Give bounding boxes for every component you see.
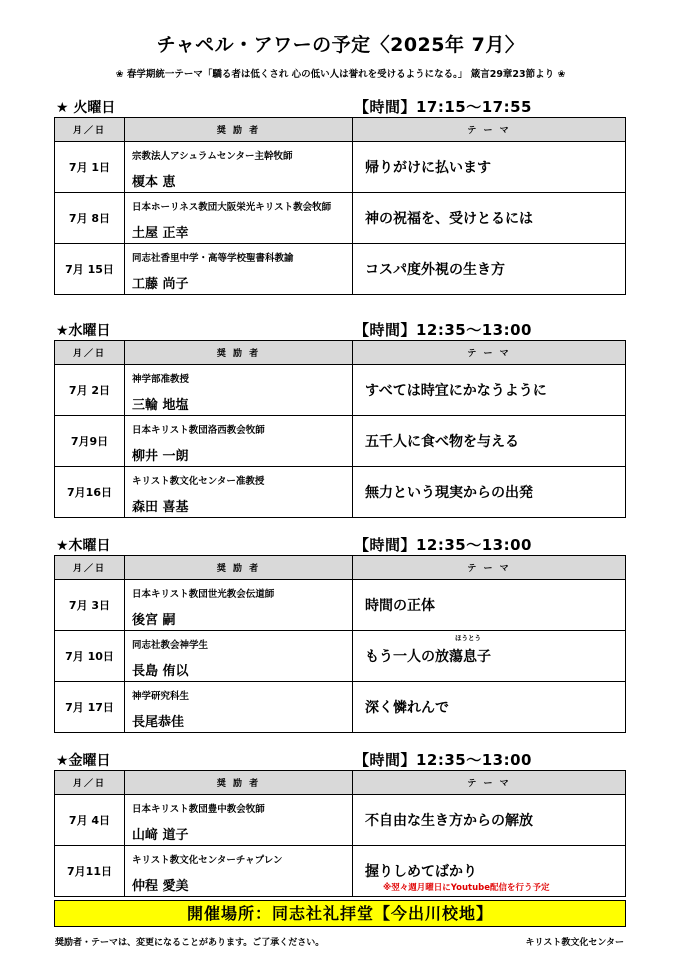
day-section: [54, 318, 626, 518]
speaker-role: 日本キリスト教団豊中教会牧師: [132, 804, 265, 815]
theme-cell: [353, 142, 626, 193]
speaker-cell: [125, 631, 353, 682]
speaker-cell: [125, 365, 353, 416]
speaker-name: 工藤 尚子: [132, 277, 189, 292]
date-cell: 7月 8日: [55, 193, 125, 244]
header-date: 月／日: [55, 118, 125, 142]
table-header: [55, 556, 626, 580]
speaker-role: 神学研究科生: [132, 691, 190, 702]
table-row: [55, 682, 626, 733]
header-speaker: 奨 励 者: [125, 771, 353, 795]
header-date: 月／日: [55, 341, 125, 365]
table-row: [55, 416, 626, 467]
speaker-name: 榎本 恵: [132, 175, 176, 190]
day-section: [54, 95, 626, 295]
venue-banner: 開催場所：同志社礼拝堂【今出川校地】: [54, 900, 626, 927]
section-header: [54, 533, 626, 555]
table-row: [55, 467, 626, 518]
speaker-name: 三輪 地塩: [132, 398, 189, 413]
theme-cell: [353, 682, 626, 733]
section-header: [54, 318, 626, 340]
header-theme: テ ー マ: [353, 341, 626, 365]
speaker-cell: [125, 142, 353, 193]
stream-note: ※翌々週月曜日にYoutube配信を行う予定: [383, 883, 550, 893]
speaker-cell: [125, 846, 353, 897]
header-date: 月／日: [55, 556, 125, 580]
table-header: [55, 341, 626, 365]
speaker-name: 長尾恭佳: [132, 715, 185, 730]
theme-text: 握りしめてばかり: [365, 864, 477, 880]
speaker-role: 宗教法人アシュラムセンター主幹牧師: [132, 151, 293, 162]
table-row: [55, 631, 626, 682]
schedule-table: [54, 555, 626, 733]
time-label: 【時間】12:35～13:00: [354, 536, 532, 554]
theme-cell: [353, 846, 626, 897]
theme-cell: [353, 467, 626, 518]
footer-note: 奨励者・テーマは、変更になることがあります。ご了承ください。: [55, 938, 325, 948]
date-cell: 7月 3日: [55, 580, 125, 631]
theme-text: もう一人の放蕩息子: [365, 649, 491, 665]
speaker-name: 後宮 嗣: [132, 613, 176, 628]
theme-text: 神の祝福を、受けとるには: [365, 211, 533, 227]
speaker-cell: [125, 795, 353, 846]
time-label: 【時間】17:15～17:55: [354, 98, 532, 116]
header-speaker: 奨 励 者: [125, 118, 353, 142]
theme-cell: [353, 631, 626, 682]
header-speaker: 奨 励 者: [125, 341, 353, 365]
speaker-role: 日本キリスト教団洛西教会牧師: [132, 425, 265, 436]
time-label: 【時間】12:35～13:00: [354, 751, 532, 769]
section-header: [54, 748, 626, 770]
table-row: [55, 580, 626, 631]
speaker-role: 日本ホーリネス教団大阪栄光キリスト教会牧師: [132, 202, 332, 213]
speaker-cell: [125, 467, 353, 518]
day-label: ★金曜日: [56, 753, 111, 769]
schedule-table: [54, 117, 626, 295]
theme-text: 無力という現実からの出発: [365, 485, 533, 501]
table-row: [55, 846, 626, 897]
theme-cell: [353, 193, 626, 244]
speaker-cell: [125, 580, 353, 631]
table-header: [55, 118, 626, 142]
speaker-name: 森田 喜基: [132, 500, 189, 515]
table-row: [55, 365, 626, 416]
time-label: 【時間】12:35～13:00: [354, 321, 532, 339]
theme-text: 不自由な生き方からの解放: [365, 813, 533, 829]
theme-text: 深く憐れんで: [365, 700, 449, 716]
day-section: [54, 533, 626, 733]
date-cell: 7月 17日: [55, 682, 125, 733]
speaker-role: 同志社教会神学生: [132, 640, 209, 651]
date-cell: 7月 15日: [55, 244, 125, 295]
speaker-cell: [125, 193, 353, 244]
theme-cell: [353, 580, 626, 631]
page-title: チャペル・アワーの予定〈2025年 7月〉: [156, 34, 525, 56]
footer-org: キリスト教文化センター: [525, 938, 624, 948]
speaker-name: 山﨑 道子: [132, 828, 189, 843]
table-row: [55, 193, 626, 244]
speaker-cell: [125, 682, 353, 733]
theme-cell: [353, 795, 626, 846]
speaker-name: 土屋 正幸: [132, 226, 189, 241]
speaker-name: 長島 侑以: [132, 664, 189, 679]
ruby-reading: ほうとう: [455, 634, 481, 642]
day-label: ★水曜日: [56, 323, 111, 339]
header-theme: テ ー マ: [353, 771, 626, 795]
date-cell: 7月11日: [55, 846, 125, 897]
theme-line: ❀ 春学期統一テーマ「驕る者は低くされ 心の低い人は誉れを受けるようになる。」 箴言29章23節より ❀: [115, 69, 566, 80]
table-row: [55, 244, 626, 295]
day-label: ★木曜日: [56, 538, 111, 554]
speaker-role: キリスト教文化センター准教授: [132, 476, 265, 487]
date-cell: 7月 4日: [55, 795, 125, 846]
header-theme: テ ー マ: [353, 118, 626, 142]
speaker-cell: [125, 244, 353, 295]
day-section: [54, 748, 626, 897]
theme-cell: [353, 365, 626, 416]
day-label: ★ 火曜日: [56, 100, 116, 116]
theme-text: すべては時宜にかなうように: [365, 383, 547, 399]
date-cell: 7月9日: [55, 416, 125, 467]
table-header: [55, 771, 626, 795]
theme-cell: [353, 416, 626, 467]
theme-text: コスパ度外視の生き方: [365, 262, 505, 278]
speaker-name: 柳井 一朗: [132, 449, 189, 464]
header-date: 月／日: [55, 771, 125, 795]
speaker-cell: [125, 416, 353, 467]
date-cell: 7月 10日: [55, 631, 125, 682]
speaker-role: キリスト教文化センターチャプレン: [132, 855, 283, 866]
speaker-role: 日本キリスト教団世光教会伝道師: [132, 589, 275, 600]
theme-text: 時間の正体: [365, 598, 435, 614]
speaker-role: 同志社香里中学・高等学校聖書科教諭: [132, 253, 294, 264]
theme-text: 五千人に食べ物を与える: [365, 434, 519, 450]
speaker-role: 神学部准教授: [132, 374, 190, 385]
schedule-table: [54, 340, 626, 518]
header-speaker: 奨 励 者: [125, 556, 353, 580]
date-cell: 7月16日: [55, 467, 125, 518]
table-row: [55, 142, 626, 193]
date-cell: 7月 2日: [55, 365, 125, 416]
date-cell: 7月 1日: [55, 142, 125, 193]
schedule-table: [54, 770, 626, 897]
header-theme: テ ー マ: [353, 556, 626, 580]
section-header: [54, 95, 626, 117]
table-row: [55, 795, 626, 846]
theme-text: 帰りがけに払います: [365, 160, 491, 176]
theme-cell: [353, 244, 626, 295]
speaker-name: 仲程 愛美: [132, 879, 189, 894]
